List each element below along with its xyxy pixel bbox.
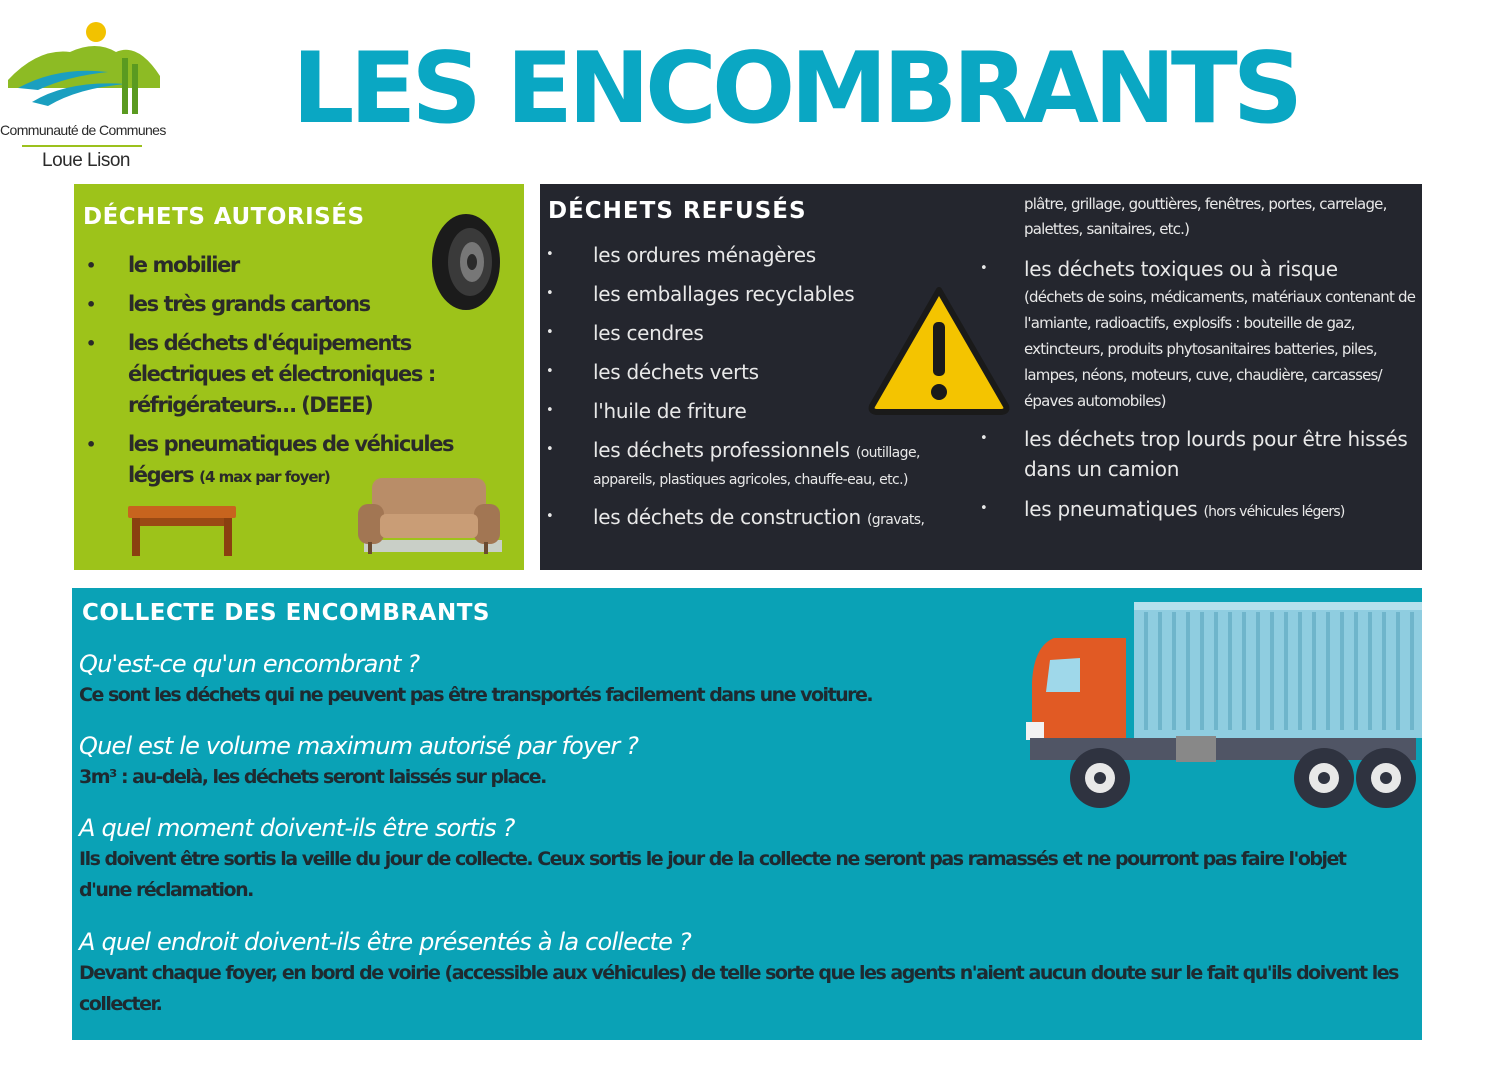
- item-text: les déchets trop lourds pour être hissés dans un camion: [1024, 427, 1408, 481]
- faq-item: [79, 812, 1399, 906]
- list-item: [980, 254, 1418, 414]
- list-item: [540, 242, 980, 268]
- item-text: le mobilier: [128, 253, 239, 277]
- item-text: les pneumatiques de véhicules légers: [128, 432, 454, 487]
- authorized-title: DÉCHETS AUTORISÉS: [83, 204, 365, 230]
- item-text: les déchets toxiques ou à risque: [1024, 257, 1338, 281]
- list-item: [86, 328, 466, 421]
- faq-item: [79, 926, 1399, 1020]
- faq-answer: Ils doivent être sortis la veille du jour de collecte. Ceux sortis le jour de la collecte ne seront pas ramassés et ne pourront pas faire l'objet d'une réclamation.: [79, 848, 1346, 901]
- item-note: (outillage, appareils, plastiques agricoles, chauffe-eau, etc.): [593, 445, 920, 488]
- faq-answer: Devant chaque foyer, en bord de voirie (accessible aux véhicules) de telle sorte que les agents n'aient aucun doute sur le fait qu'ils doivent les collecter.: [79, 962, 1398, 1015]
- logo: [0, 18, 180, 171]
- item-text: les déchets verts: [593, 360, 759, 384]
- logo-line2: Loue Lison: [42, 150, 130, 171]
- faq-question: Qu'est-ce qu'un encombrant ?: [79, 650, 420, 678]
- item-note: (gravats,: [866, 512, 925, 528]
- authorized-panel: [74, 184, 524, 570]
- list-item: [86, 289, 466, 320]
- logo-divider: [22, 145, 142, 147]
- faq-question: A quel endroit doivent-ils être présentés à la collecte ?: [79, 928, 691, 956]
- faq-answer: Ce sont les déchets qui ne peuvent pas être transportés facilement dans une voiture.: [79, 684, 873, 706]
- item-text: les très grands cartons: [128, 292, 370, 316]
- faq-question: Quel est le volume maximum autorisé par foyer ?: [79, 732, 639, 760]
- item-text: les déchets de construction: [593, 505, 867, 529]
- faq-question: A quel moment doivent-ils être sortis ?: [79, 814, 515, 842]
- item-sub: (déchets de soins, médicaments, matériaux contenant de l'amiante, radioactifs, explosifs : bouteille de gaz, extincteurs, produits phytosanitaires batteries, piles, lampes, néons, moteurs, cuve, chaudière, carcasses/ épaves automobiles): [1024, 288, 1416, 410]
- list-item: [86, 250, 466, 281]
- item-text: les déchets professionnels: [593, 438, 856, 462]
- item-text: les cendres: [593, 321, 704, 345]
- list-item: [980, 494, 1418, 527]
- logo-line1: Communauté de Communes: [0, 122, 166, 138]
- sofa-icon: [356, 470, 502, 562]
- table-icon: [128, 500, 238, 558]
- item-text: les pneumatiques: [1024, 497, 1204, 521]
- authorized-list: [86, 250, 466, 501]
- item-note: (4 max par foyer): [199, 468, 330, 486]
- item-text: l'huile de friture: [593, 399, 747, 423]
- truck-icon: [1026, 602, 1422, 816]
- list-item: [980, 424, 1418, 484]
- refused-title: DÉCHETS REFUSÉS: [548, 198, 807, 224]
- warning-icon: [866, 284, 1012, 416]
- tire-icon: [426, 210, 506, 314]
- faq-answer: 3m³ : au-delà, les déchets seront laissés sur place.: [79, 766, 546, 788]
- refused-continuation: plâtre, grillage, gouttières, fenêtres, portes, carrelage, palettes, sanitaires, etc.): [1024, 195, 1387, 238]
- item-text: les emballages recyclables: [593, 282, 855, 306]
- item-note: (hors véhicules légers): [1203, 504, 1345, 520]
- page-title: LES ENCOMBRANTS: [292, 32, 1299, 146]
- collection-title: COLLECTE DES ENCOMBRANTS: [82, 600, 490, 626]
- logo-landscape-icon: [8, 18, 168, 122]
- item-text: les ordures ménagères: [593, 243, 816, 267]
- refused-panel: [540, 184, 1422, 570]
- collection-panel: [72, 588, 1422, 1040]
- list-item: [540, 504, 980, 531]
- item-text: les déchets d'équipements électriques et électroniques : réfrigérateurs… (DEEE): [128, 331, 435, 417]
- list-item: [540, 437, 980, 491]
- refused-list-col2: [980, 254, 1418, 537]
